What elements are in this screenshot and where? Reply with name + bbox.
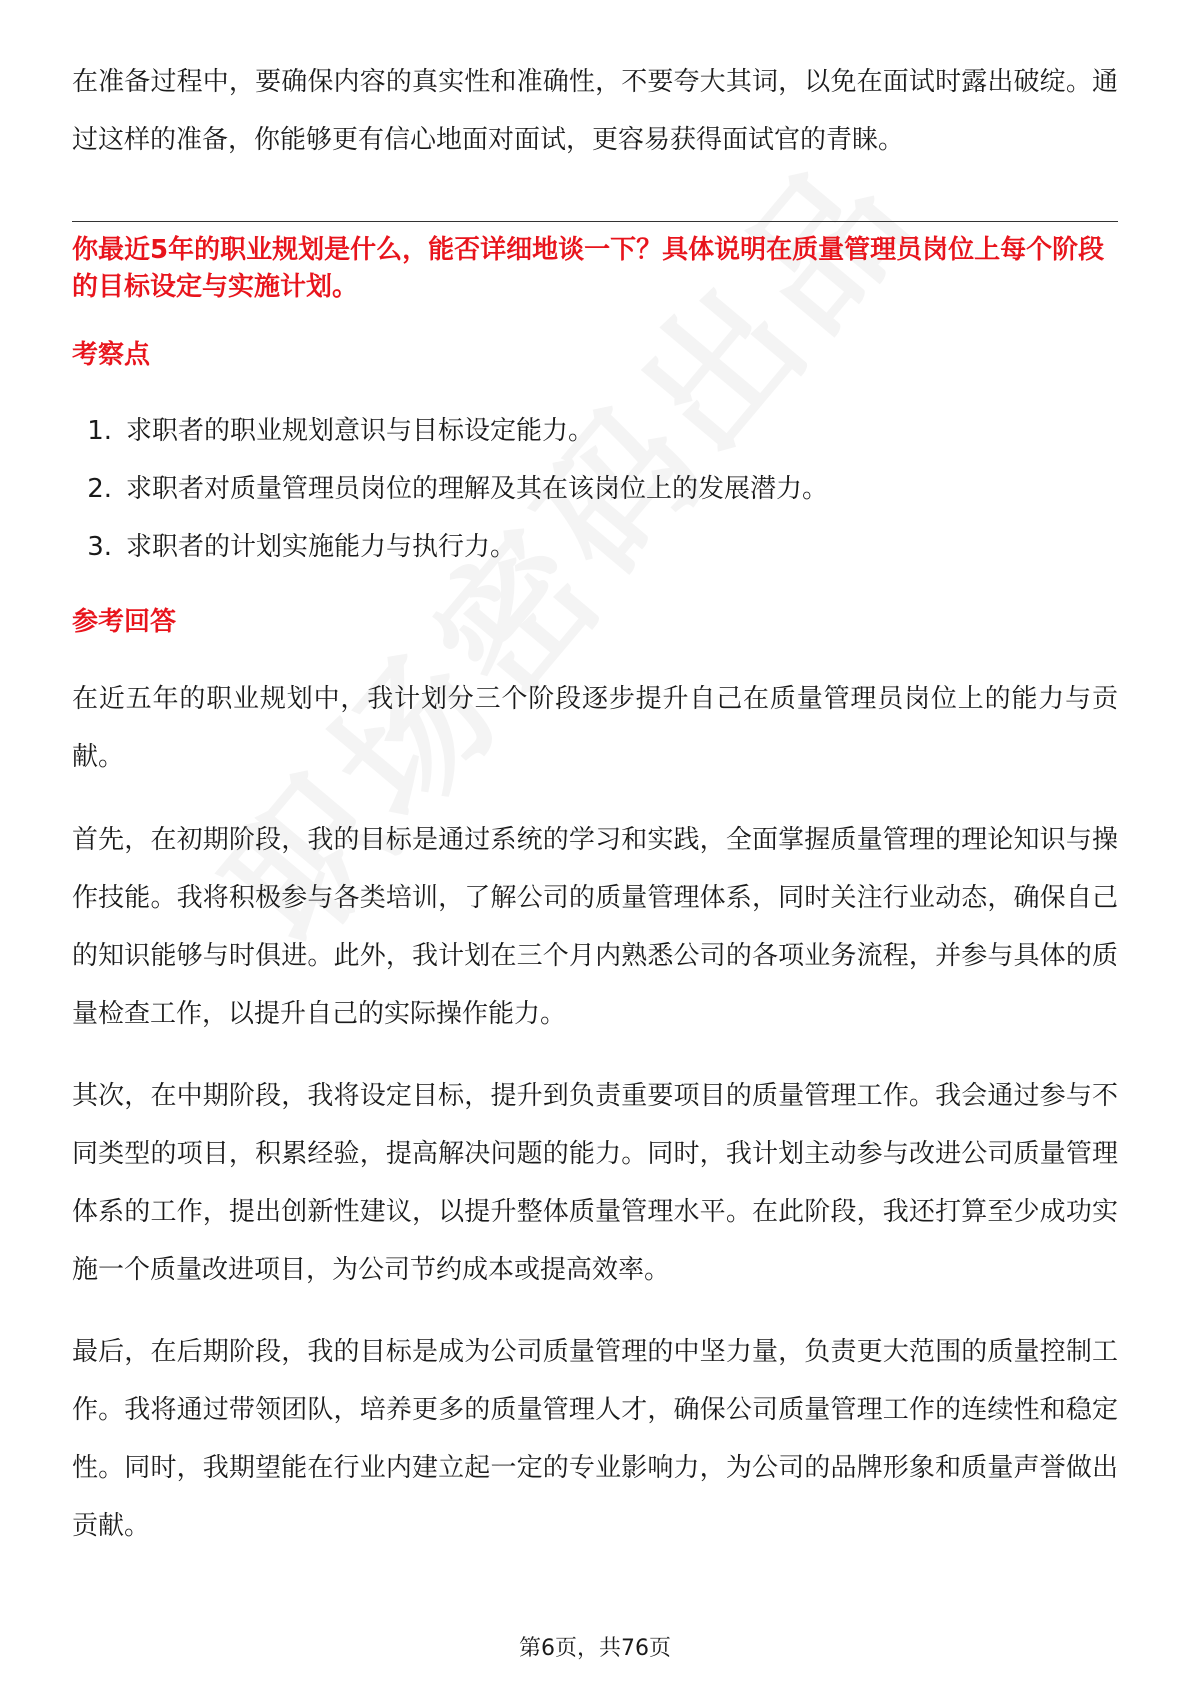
answer-paragraph: 最后，在后期阶段，我的目标是成为公司质量管理的中坚力量，负责更大范围的质量控制工作。我将通过带领团队，培养更多的质量管理人才，确保公司质量管理工作的连续性和稳定性。同时，我期望能在行业内建立起一定的专业影响力，为公司的品牌形象和质量声誉做出贡献。 xyxy=(72,1337,1118,1541)
question-heading: 你最近5年的职业规划是什么，能否详细地谈一下？具体说明在质量管理员岗位上每个阶段的目标设定与实施计划。 xyxy=(72,235,1105,302)
list-item-text: 求职者对质量管理员岗位的理解及其在该岗位上的发展潜力。 xyxy=(126,474,829,504)
page-number: 第6页，共76页 xyxy=(519,1636,671,1661)
points-heading: 考察点 xyxy=(72,340,151,370)
section-divider xyxy=(72,221,1118,222)
list-item xyxy=(72,518,828,576)
list-item-text: 求职者的计划实施能力与执行力。 xyxy=(126,532,517,562)
points-list xyxy=(72,402,828,576)
list-item-number: 2. xyxy=(87,474,112,504)
list-item-text: 求职者的职业规划意识与目标设定能力。 xyxy=(126,416,595,446)
list-item-number: 3. xyxy=(87,532,112,562)
list-item xyxy=(72,402,828,460)
list-item xyxy=(72,460,828,518)
answer-paragraph: 首先，在初期阶段，我的目标是通过系统的学习和实践，全面掌握质量管理的理论知识与操作技能。我将积极参与各类培训，了解公司的质量管理体系，同时关注行业动态，确保自己的知识能够与时俱进。此外，我计划在三个月内熟悉公司的各项业务流程，并参与具体的质量检查工作，以提升自己的实际操作能力。 xyxy=(72,825,1118,1029)
answer-paragraph: 其次，在中期阶段，我将设定目标，提升到负责重要项目的质量管理工作。我会通过参与不同类型的项目，积累经验，提高解决问题的能力。同时，我计划主动参与改进公司质量管理体系的工作，提出创新性建议，以提升整体质量管理水平。在此阶段，我还打算至少成功实施一个质量改进项目，为公司节约成本或提高效率。 xyxy=(72,1081,1118,1285)
answer-heading: 参考回答 xyxy=(72,607,177,637)
list-item-number: 1. xyxy=(87,416,112,446)
answer-paragraph: 在近五年的职业规划中，我计划分三个阶段逐步提升自己在质量管理员岗位上的能力与贡献。 xyxy=(72,684,1118,772)
intro-paragraph: 在准备过程中，要确保内容的真实性和准确性，不要夸大其词，以免在面试时露出破绽。通过这样的准备，你能够更有信心地面对面试，更容易获得面试官的青睐。 xyxy=(72,67,1118,155)
